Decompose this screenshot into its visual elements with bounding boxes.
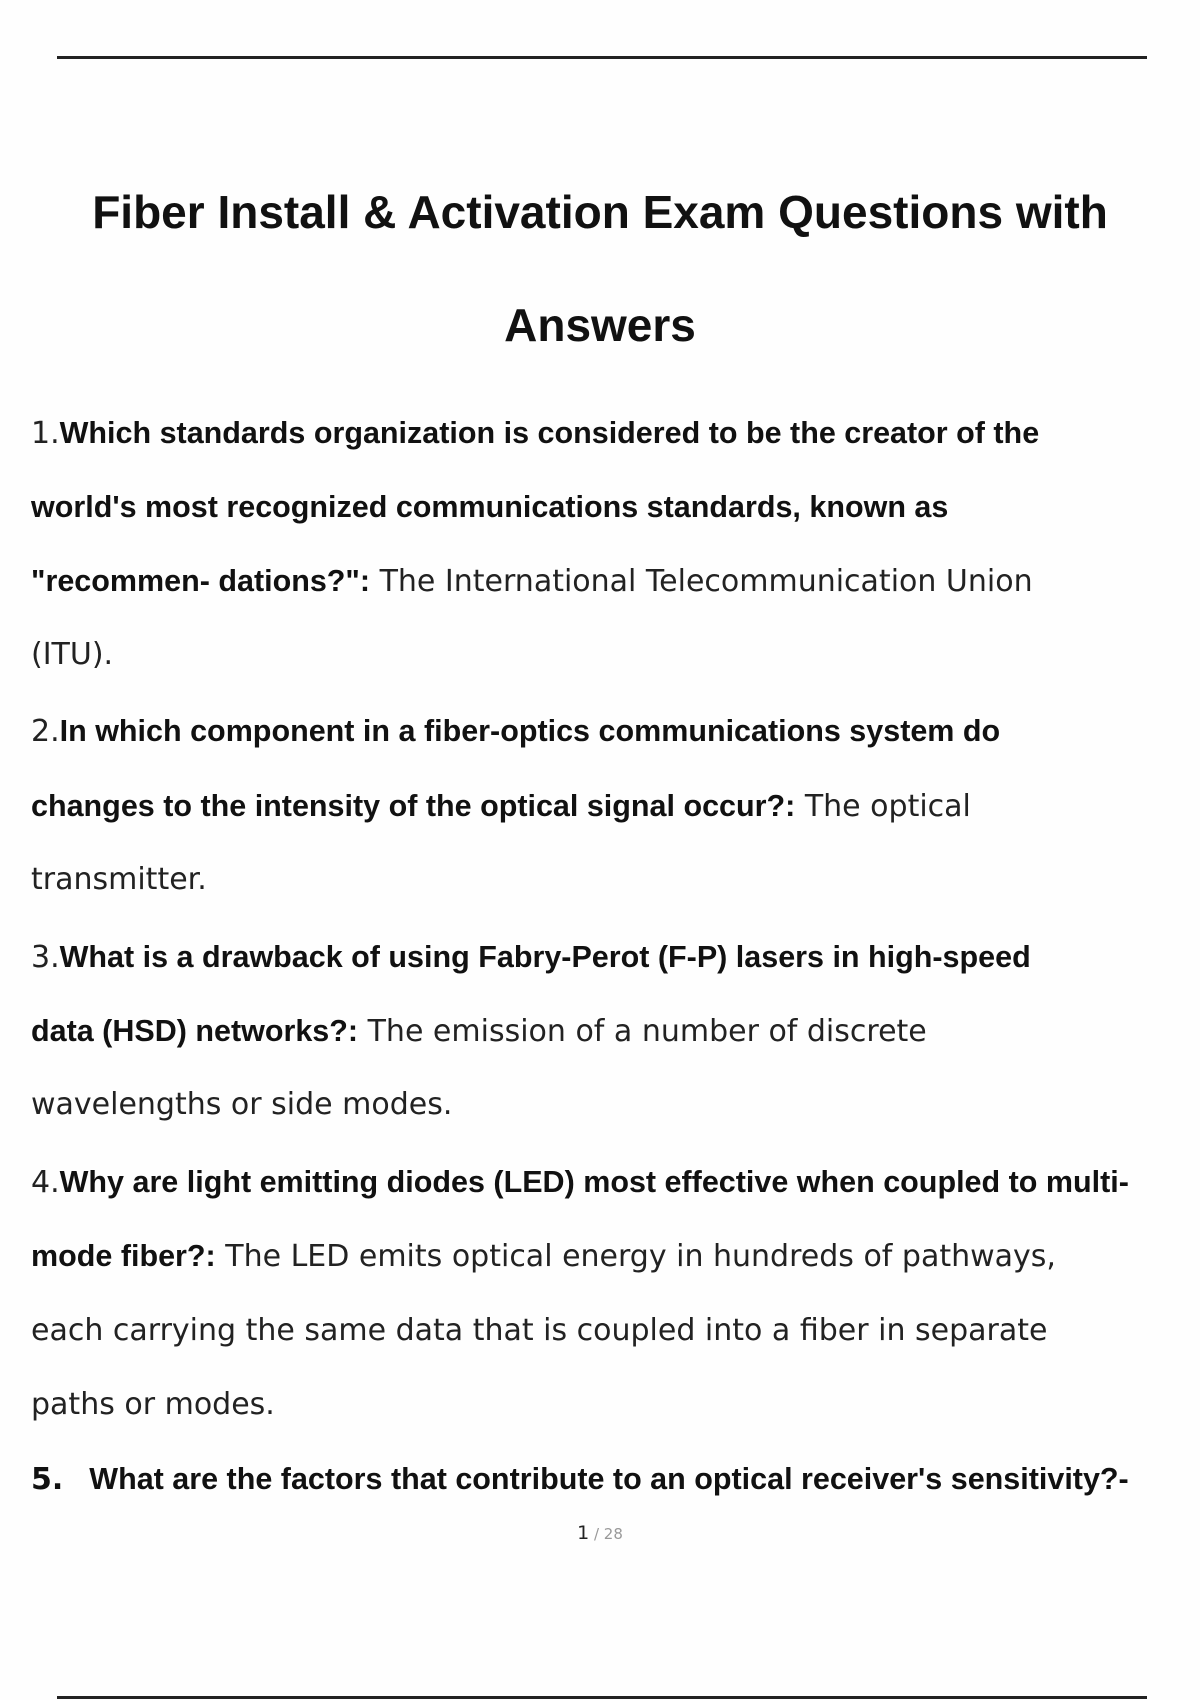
answer-text: The emission of a number of discrete: [358, 1014, 927, 1049]
top-divider: [57, 56, 1147, 59]
question-number: 5.: [31, 1462, 64, 1497]
question-text: changes to the intensity of the optical signal occur?:: [31, 789, 796, 823]
total-pages: / 28: [589, 1525, 623, 1543]
question-5-line-1: [31, 1459, 1129, 1500]
answer-2-line-3: [31, 860, 207, 900]
page-indicator: [0, 1522, 1200, 1544]
answer-3-line-3: [31, 1085, 452, 1125]
question-1-line-3: [31, 561, 1033, 602]
answer-1-line-4: [31, 635, 113, 675]
question-text: Why are light emitting diodes (LED) most effective when coupled to multi-: [59, 1165, 1129, 1199]
answer-4-line-3: [31, 1311, 1047, 1351]
question-1-line-1: [31, 413, 1039, 454]
question-text: What is a drawback of using Fabry-Perot (F-P) lasers in high-speed: [59, 940, 1031, 974]
question-1-line-2: [31, 487, 948, 528]
question-3-line-2: [31, 1011, 927, 1052]
question-4-line-1: [31, 1162, 1129, 1203]
question-text: What are the factors that contribute to an optical receiver's sensitivity?-: [89, 1462, 1129, 1496]
question-text: Which standards organization is considered to be the creator of the: [59, 416, 1040, 450]
page-title-line-2: Answers: [504, 299, 696, 351]
bottom-divider: [57, 1696, 1147, 1699]
question-3-line-1: [31, 937, 1031, 978]
question-2-line-2: [31, 786, 971, 827]
question-text: "recommen- dations?":: [31, 564, 371, 598]
question-number: 2.: [31, 714, 60, 749]
question-number: 4.: [31, 1165, 60, 1200]
answer-text: each carrying the same data that is coupled into a fiber in separate: [31, 1313, 1048, 1348]
answer-text: The LED emits optical energy in hundreds of pathways,: [215, 1239, 1056, 1274]
question-text: data (HSD) networks?:: [31, 1014, 359, 1048]
question-number: 3.: [31, 940, 60, 975]
current-page: 1: [577, 1522, 590, 1544]
answer-text: The optical: [795, 789, 971, 824]
answer-text: (ITU).: [31, 637, 114, 672]
answer-text: The International Telecommunication Union: [370, 564, 1033, 599]
answer-text: wavelengths or side modes.: [31, 1087, 453, 1122]
question-text: mode fiber?:: [31, 1239, 216, 1273]
question-number: 1.: [31, 416, 60, 451]
page-title-line-1: Fiber Install & Activation Exam Questions with: [92, 186, 1108, 238]
answer-4-line-4: [31, 1385, 275, 1425]
question-2-line-1: [31, 711, 1000, 752]
answer-text: paths or modes.: [31, 1387, 275, 1422]
answer-text: transmitter.: [31, 862, 207, 897]
question-text: world's most recognized communications standards, known as: [31, 490, 949, 524]
question-text: In which component in a fiber-optics communications system do: [59, 714, 1001, 748]
question-4-line-2: [31, 1236, 1056, 1277]
